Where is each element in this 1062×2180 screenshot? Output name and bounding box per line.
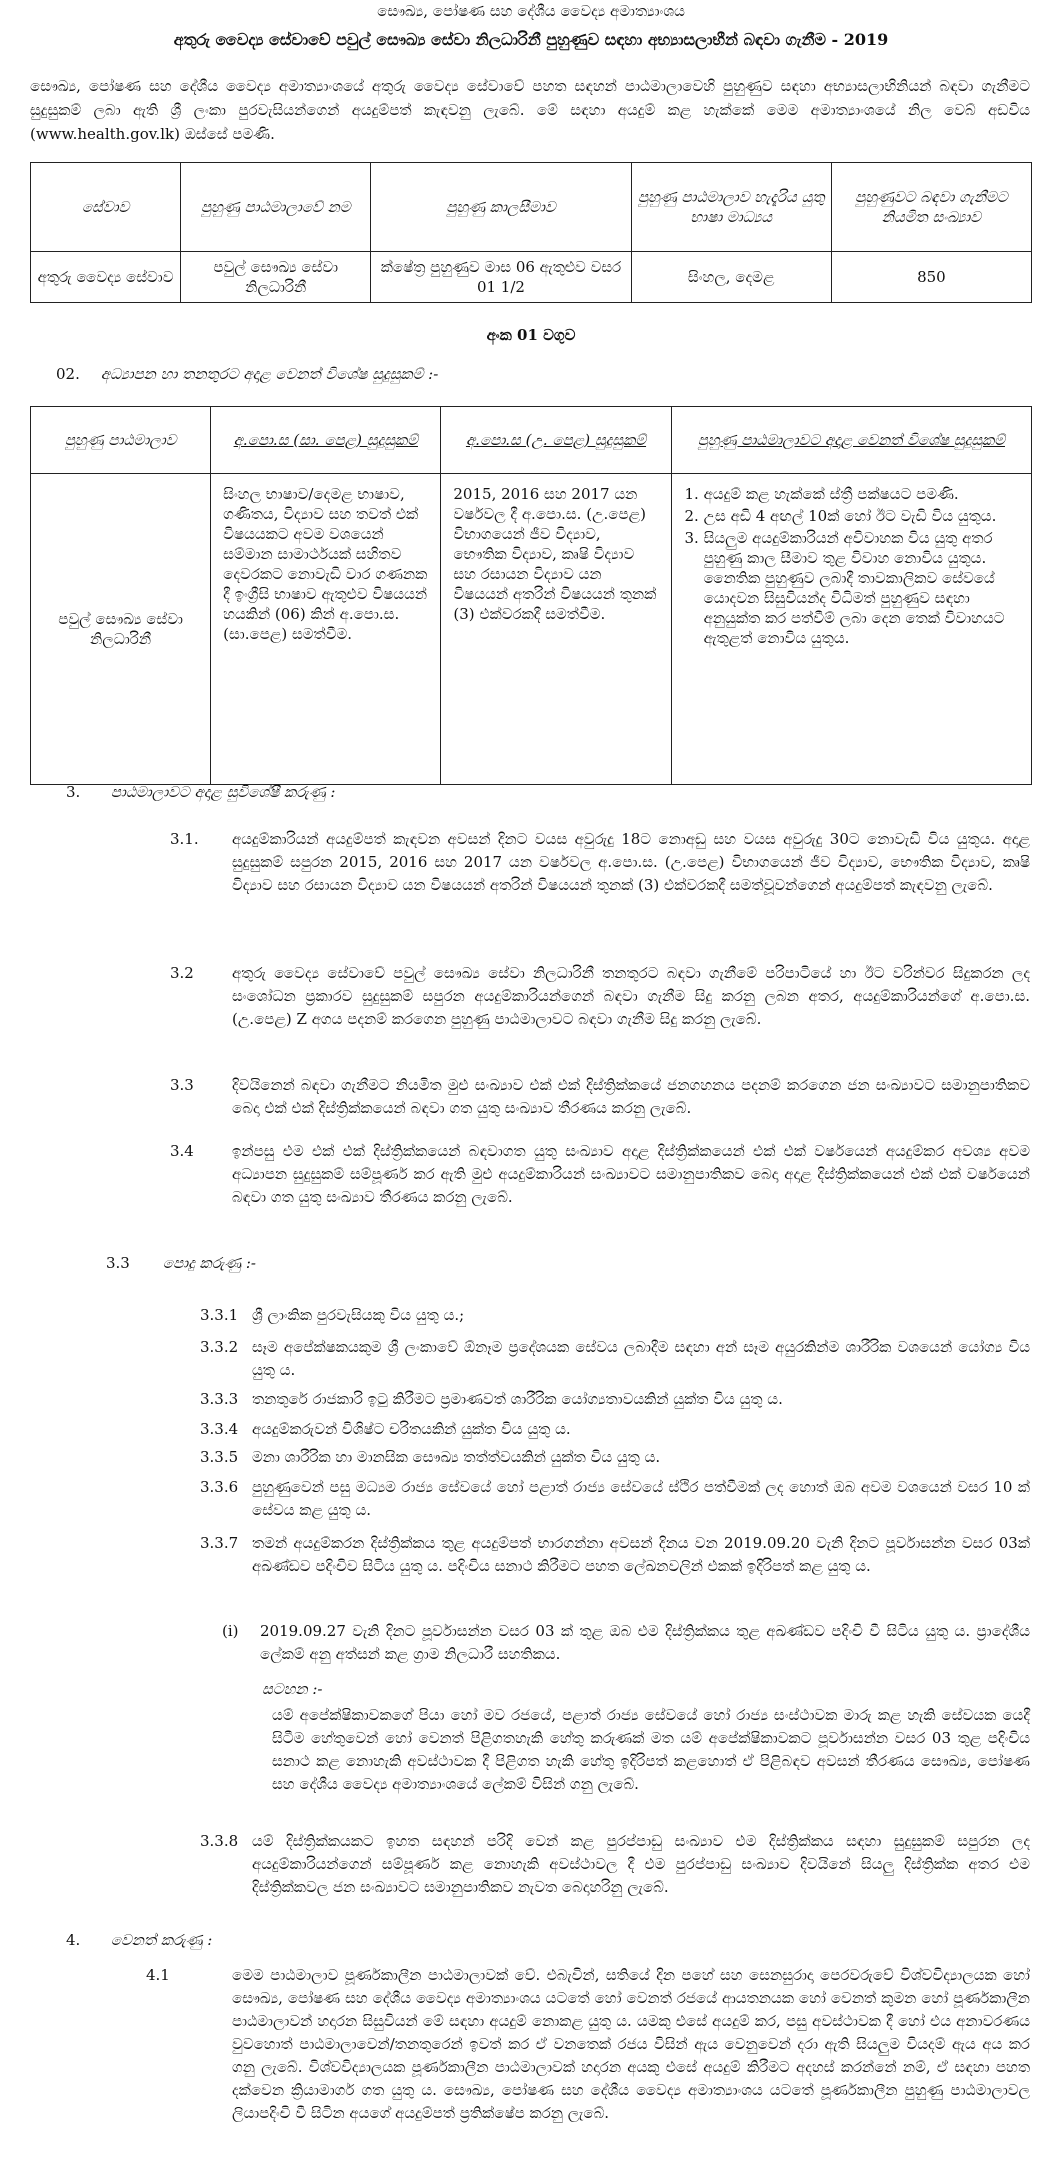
clause-3-3-8 bbox=[200, 1830, 1030, 1902]
section-label: පොදු කරුණු :- bbox=[162, 1254, 256, 1272]
clause-3-3-7 bbox=[200, 1532, 1030, 1602]
clause-text: සෑම අපේක්ෂකයකුම ශ්‍රී ලංකාවේ ඕනෑම ප්‍රදේශයක සේවය ලබාදීම සඳහා අන් සෑම අයුරකින්ම ශාරීරික වශයෙන් යෝග්‍ය විය යුතු ය. bbox=[252, 1338, 1030, 1379]
general-heading bbox=[106, 1254, 256, 1272]
clause-3-3-2 bbox=[200, 1336, 1030, 1384]
clause-3-3-5 bbox=[200, 1446, 1030, 1470]
clause-number: 3.3.3 bbox=[200, 1390, 239, 1408]
note-text bbox=[262, 1704, 1030, 1820]
header-ol bbox=[211, 407, 441, 474]
list-item: 1. අයදුම් කළ හැක්කේ ස්ත්‍රී පක්ෂයට පමණි. bbox=[704, 484, 1019, 504]
clause-3-2 bbox=[170, 962, 1030, 1062]
section-number: 3. bbox=[66, 783, 81, 801]
clause-text: අයදුම්කරුවන් විශිෂ්ට චරිතයකින් යුක්ත විය යුතු ය. bbox=[252, 1420, 571, 1438]
header-service: සේවාව bbox=[31, 163, 181, 252]
section-number: 02. bbox=[56, 365, 80, 383]
header-course-text: පුහුණු පාඨමාලාව bbox=[64, 431, 177, 449]
cell-duration: ක්ෂේත්‍ර පුහුණුව මාස 06 ඇතුළුව වසර 01 1/2 bbox=[371, 252, 631, 303]
clause-3-4 bbox=[170, 1140, 1030, 1230]
clause-3-3 bbox=[170, 1074, 1030, 1144]
clause-3-3-6 bbox=[200, 1476, 1030, 1524]
cell-al: 2015, 2016 සහ 2017 යන වර්ෂවල දී අ.පො.ස. (උ.පෙළ) විභාගයෙන් ජීව විද්‍යාව, භෞතික විද්‍යාව, කෘෂි විද්‍යාව සහ රසායන විද්‍යාව යන විෂයයන් අතරින් විෂයයන් තුනක් (3) එක්වරකදී සමත්වීම. bbox=[441, 474, 671, 785]
clause-3-3-1 bbox=[200, 1304, 1030, 1328]
section-3-heading bbox=[66, 783, 335, 801]
header-other bbox=[671, 407, 1031, 474]
clause-text: අතුරු වෛද්‍ය සේවාවේ පවුල් සෞඛ්‍ය සේවා නිලධාරිනී තනතුරට බඳවා ගැනීමේ පරිපාටියේ හා ඊට වරින්වර සිදුකරන ලද සංශෝධන ප්‍රකාරව සුදුසුකම් සපුරන අයදුම්කාරියන්ගෙන් බඳවා ගැනීම සිදු කරනු ලබන අතර, අයදුම්කාරියන්ගේ අ.පො.ස. (උ.පෙළ) Z අගය පදනම් කරගෙන පුහුණු පාඨමාලාවට බඳවා ගැනීම සිදු කරනු ලැබේ. bbox=[232, 964, 1030, 1028]
section-label: අධ්‍යාපන හා තනතුරට අදාළ වෙනත් විශේෂ සුදුසුකම් :- bbox=[100, 365, 439, 383]
clause-number: 3.3.4 bbox=[200, 1420, 239, 1438]
course-table bbox=[30, 162, 1032, 303]
cell-medium: සිංහල, දෙමළ bbox=[631, 252, 831, 303]
clause-number: 3.3.2 bbox=[200, 1338, 239, 1356]
intro-paragraph: සෞඛ්‍ය, පෝෂණ සහ දේශීය වෛද්‍ය අමාත්‍යාංශයේ අතුරු වෛද්‍ය සේවාවේ පහත සඳහන් පාඨමාලාවෙහි පුහුණුව සඳහා අභ්‍යාසලාභිනියන් බඳවා ගැනීමට සුදුසුකම් ලබා ඇති ශ්‍රී ලංකා පුරවැසියන්ගෙන් අයදුම්පත් කැඳවනු ලැබේ. මේ සඳහා අයදුම් කළ හැක්කේ මෙම අමාත්‍යාංශයේ නිල වෙබ් අඩවිය (www.health.gov.lk) ඔස්සේ පමණි. bbox=[30, 77, 1030, 143]
clause-number: 3.2 bbox=[170, 964, 194, 982]
clause-text: තමන් අයදුම්කරන දිස්ත්‍රික්කය තුළ අයදුම්පත් භාරගන්නා අවසන් දිනය වන 2019.09.20 වැනි දිනට පූර්වාසන්න වසර 03ක් අඛණ්ඩව පදිංචිව සිටිය යුතු ය. පදිංචිය සනාථ කිරීමට පහත ලේඛනවලින් එකක් ඉදිරිපත් කළ යුතු ය. bbox=[252, 1534, 1030, 1575]
page-title: අතුරු වෛද්‍ය සේවාවේ පවුල් සෞඛ්‍ය සේවා නිලධාරිනී පුහුණුව සඳහා අභ්‍යාසලාභීන් බඳවා ගැනීම - 2019 bbox=[173, 30, 889, 49]
clause-number: 3.4 bbox=[170, 1142, 194, 1160]
section-number: 3.3 bbox=[106, 1254, 130, 1272]
clause-number: 3.3.6 bbox=[200, 1478, 239, 1496]
header-al bbox=[441, 407, 671, 474]
section-2-heading bbox=[56, 365, 438, 383]
ministry-name: සෞඛ්‍ය, පෝෂණ සහ දේශීය වෛද්‍ය අමාත්‍යාංශය bbox=[377, 2, 685, 20]
table-row bbox=[31, 474, 1032, 785]
cell-course-name: පවුල් සෞඛ්‍ය සේවා නිලධාරිනී bbox=[181, 252, 371, 303]
cell-intake: 850 bbox=[831, 252, 1031, 303]
clause-number: 3.3.5 bbox=[200, 1448, 239, 1466]
cell-other bbox=[671, 474, 1031, 785]
note-title: සටහන :- bbox=[262, 1680, 323, 1698]
clause-3-3-4 bbox=[200, 1418, 1030, 1442]
clause-text: මෙම පාඨමාලාව පූර්ණකාලීන පාඨමාලාවක් වේ. එබැවින්, සතියේ දින පහේ සහ සෙනසුරාදා පෙරවරුවේ විශ්වවිද්‍යාලයක හෝ සෞඛ්‍ය, පෝෂණ සහ දේශීය වෛද්‍ය අමාත්‍යාංශය යටතේ හෝ වෙනත් රජයේ ආයතනයක හෝ වෙනත් කුමන හෝ පූර්ණකාලීන පාඨමාලාවන් හදාරන සිසුවියන් මේ සඳහා අයදුම් නොකළ යුතු ය. යමකු එසේ අයදුම් කර, පසු අවස්ථාවක දී හෝ එය අනාවරණය වුවහොත් පාඨමාලාවෙන්/තනතුරෙන් ඉවත් කර ඒ වනතෙක් රජය විසින් ඇය වෙනුවෙන් දරා ඇති සියලුම වියදම් ඇය අය කර ගනු ලැබේ. විශ්වවිද්‍යාලයක පූර්ණකාලීන පාඨමාලාවක් හදාරන අයකු එසේ අයදුම් කිරීමට අදහස් කරන්නේ නම්, ඒ සඳහා පහත දක්වෙන ක්‍රියාමාර්ග ගත යුතු ය. සෞඛ්‍ය, පෝෂණ සහ දේශීය වෛද්‍ය අමාත්‍යාංශය යටතේ පූර්ණකාලීන පුහුණු පාඨමාලාවල ලියාපදිංචි වී සිටින අයගේ අයදුම්පත් ප්‍රතික්ෂේප කරනු ලැබේ. bbox=[232, 1966, 1030, 2122]
section-number: 4. bbox=[66, 1931, 81, 1949]
clause-number: 3.3.8 bbox=[200, 1832, 239, 1850]
header-duration: පුහුණු කාලසීමාව bbox=[371, 163, 631, 252]
qualifications-table bbox=[30, 406, 1032, 785]
header-medium: පුහුණු පාඨමාලාව හැදෑරිය යුතු භාෂා මාධ්‍යය bbox=[631, 163, 831, 252]
clause-number: 3.3.1 bbox=[200, 1306, 239, 1324]
header-al-text: අ.පො.ස (උ. පෙළ) සුදුසුකම් bbox=[465, 431, 647, 449]
clause-text: අයදුම්කාරියන් අයදුම්පත් කැඳවන අවසන් දිනට වයස අවුරුදු 18ට නොඅඩු සහ වයස අවුරුදු 30ට නොවැඩි විය යුතුය. අදාළ සුදුසුකම් සපුරන 2015, 2016 සහ 2017 යන වර්ෂවල අ.පො.ස. (උ.පෙළ) විභාගයෙන් ජීව විද්‍යාව, භෞතික විද්‍යාව, කෘෂි විද්‍යාව සහ රසායන විද්‍යාව යන විෂයයන් අතරින් විෂයයන් තුනක් (3) එක්වරකදී සමත්වූවන්ගෙන් අයදුම්පත් කැඳවනු ලැබේ. bbox=[232, 830, 1030, 894]
cell-service: අතුරු වෛද්‍ය සේවාව bbox=[31, 252, 181, 303]
clause-number: 3.3.7 bbox=[200, 1534, 239, 1552]
clause-text: තනතුරේ රාජකාරි ඉටු කිරීමට ප්‍රමාණවත් ශාරීරික යෝග්‍යතාවයකින් යුක්ත විය යුතු ය. bbox=[252, 1390, 783, 1408]
course-table-header bbox=[31, 163, 1032, 252]
clause-3-1 bbox=[170, 828, 1030, 928]
clause-number: 3.3 bbox=[170, 1076, 194, 1094]
other-qualifications-list bbox=[684, 484, 1019, 648]
section-label: වෙනත් කරුණු : bbox=[110, 1931, 213, 1949]
header-course-name: පුහුණු පාඨමාලාවේ නම bbox=[181, 163, 371, 252]
clause-text: දිවයිනෙන් බඳවා ගැනීමට නියමිත මුළු සංඛ්‍යාව එක් එක් දිස්ත්‍රික්කයේ ජනගහනය පදනම් කරගෙන ජන සංඛ්‍යාවට සමානුපාතිකව බෙදා එක් එක් දිස්ත්‍රික්කයෙන් බඳවා ගත යුතු සංඛ්‍යාව තීරණය කරනු ලැබේ. bbox=[232, 1076, 1030, 1117]
table-row bbox=[31, 252, 1032, 303]
clause-text: යම් දිස්ත්‍රික්කයකට ඉහත සඳහන් පරිදි වෙන් කළ පුරප්පාඩු සංඛ්‍යාව එම දිස්ත්‍රික්කය සඳහා සුදුසුකම් සපුරන ලද අයදුම්කාරියන්ගෙන් සම්පූර්ණ කළ නොහැකි අවස්ථාවල දී එම පුරප්පාඩු සංඛ්‍යාව දිවයිනේ සියලු දිස්ත්‍රික්ක අතර එම දිස්ත්‍රික්කවල ජන සංඛ්‍යාවට සමානුපාතිකව නැවත බෙදාහරිනු ලැබේ. bbox=[252, 1832, 1030, 1896]
cell-course: පවුල් සෞඛ්‍ය සේවා නිලධාරිනී bbox=[31, 474, 211, 785]
clause-number: 3.1. bbox=[170, 830, 199, 848]
section-4-heading bbox=[66, 1931, 212, 1949]
clause-sub-i bbox=[222, 1620, 1030, 1668]
header-ol-text: අ.පො.ස (සා. පෙළ) සුදුසුකම් bbox=[233, 431, 418, 449]
clause-3-3-3 bbox=[200, 1388, 1030, 1412]
cell-ol: සිංහල භාෂාව/දෙමළ භාෂාව, ගණිතය, විද්‍යාව සහ තවත් එක් විෂයයකට අවම වශයෙන් සම්මාන සාමාර්ථයක් සහිතව දෙවරකට නොවැඩි වාර ගණනක දී ඉංග්‍රීසි භාෂාව ඇතුළුව විෂයයන් හයකින් (06) කින් අ.පො.ස. (සා.පෙළ) සමත්වීම. bbox=[211, 474, 441, 785]
clause-text: ශ්‍රී ලාංකික පුරවැසියකු විය යුතු ය.; bbox=[252, 1306, 465, 1324]
clause-number: 4.1 bbox=[146, 1966, 170, 1984]
section-label: පාඨමාලාවට අදාළ සුවිශේෂී කරුණු : bbox=[110, 783, 336, 801]
clause-number: (i) bbox=[222, 1622, 239, 1640]
clause-text: මනා ශාරීරික හා මානසික සෞඛ්‍ය තත්ත්වයකින් යුක්ත විය යුතු ය. bbox=[252, 1448, 661, 1466]
qualifications-table-header bbox=[31, 407, 1032, 474]
header-other-text: පුහුණු පාඨමාලාවට අදාළ වෙනත් විශේෂ සුදුසුකම් bbox=[697, 431, 1005, 449]
header-course bbox=[31, 407, 211, 474]
list-item: 3. සියලුම අයදුම්කාරියන් අවිවාහක විය යුතු අතර පුහුණු කාල සීමාව තුළ විවාහ නොවිය යුතුය. නෛතික පුහුණුව ලබාදී තාවකාලිකව සේවයේ යොදවන සිසුවියන්ද විධිමත් පුහුණුව සඳහා අනුයුක්ත කර පත්වීම් ලබා දෙන තෙක් විවාහයට ඇතුළත් නොවිය යුතුය. bbox=[704, 528, 1019, 648]
clause-text: පුහුණුවෙන් පසු මධ්‍යම රාජ්‍ය සේවයේ හෝ පළාත් රාජ්‍ය සේවයේ ස්ථිර පත්වීමක් ලද හොත් ඔබ අවම වශයෙන් වසර 10 ක් සේවය කළ යුතු ය. bbox=[252, 1478, 1030, 1519]
clause-4-1 bbox=[146, 1964, 1030, 2174]
table-caption: අංක 01 වගුව bbox=[486, 326, 576, 344]
note-body: යම් අපේක්ෂිකාවකගේ පියා හෝ මව රජයේ, පළාත් රාජ්‍ය සේවයේ හෝ රාජ්‍ය සංස්ථාවක මාරු කළ හැකි සේවයක යෙදී සිටීම හේතුවෙන් හෝ වෙනත් පිළිගතහැකි හේතු කරුණක් මත යම් අපේක්ෂිකාවකට පූර්වාසන්න වසර 03 තුළ පදිංචිය සනාථ කළ නොහැකි අවස්ථාවක දී පිළිගත හැකි හේතු ඉදිරිපත් කළහොත් ඒ පිළිබඳව අවසන් තීරණය සෞඛ්‍ය, පෝෂණ සහ දේශීය වෛද්‍ය අමාත්‍යාංශයේ ලේකම් විසින් ගනු ලැබේ. bbox=[272, 1706, 1030, 1793]
clause-text: ඉන්පසු එම එක් එක් දිස්ත්‍රික්කයෙන් බඳවාගත යුතු සංඛ්‍යාව අදාළ දිස්ත්‍රික්කයෙන් එක් එක් වර්ෂයෙන් අයදුම්කර අවශ්‍ය අවම අධ්‍යාපන සුදුසුකම් සම්පූර්ණ කර ඇති මුළු අයදුම්කාරියන් සංඛ්‍යාවට සමානුපාතිකව බෙදා අදාළ දිස්ත්‍රික්කයෙන් එක් එක් වර්ෂයෙන් බඳවා ගත යුතු සංඛ්‍යාව තීරණය කරනු ලැබේ. bbox=[232, 1142, 1030, 1206]
clause-text: 2019.09.27 වැනි දිනට පූර්වාසන්න වසර 03 ක් තුළ ඔබ එම දිස්ත්‍රික්කය තුළ අඛණ්ඩව පදිංචි වී සිටිය යුතු ය. ප්‍රාදේශීය ලේකම් අනු අත්සන් කළ ග්‍රාම නිලධාරී සහතිකය. bbox=[260, 1622, 1030, 1663]
list-item: 2. උස අඩි 4 අඟල් 10ක් හෝ ඊට වැඩි විය යුතුය. bbox=[704, 506, 1019, 526]
header-intake: පුහුණුවට බඳවා ගැනීමට නියමිත සංඛ්‍යාව bbox=[831, 163, 1031, 252]
